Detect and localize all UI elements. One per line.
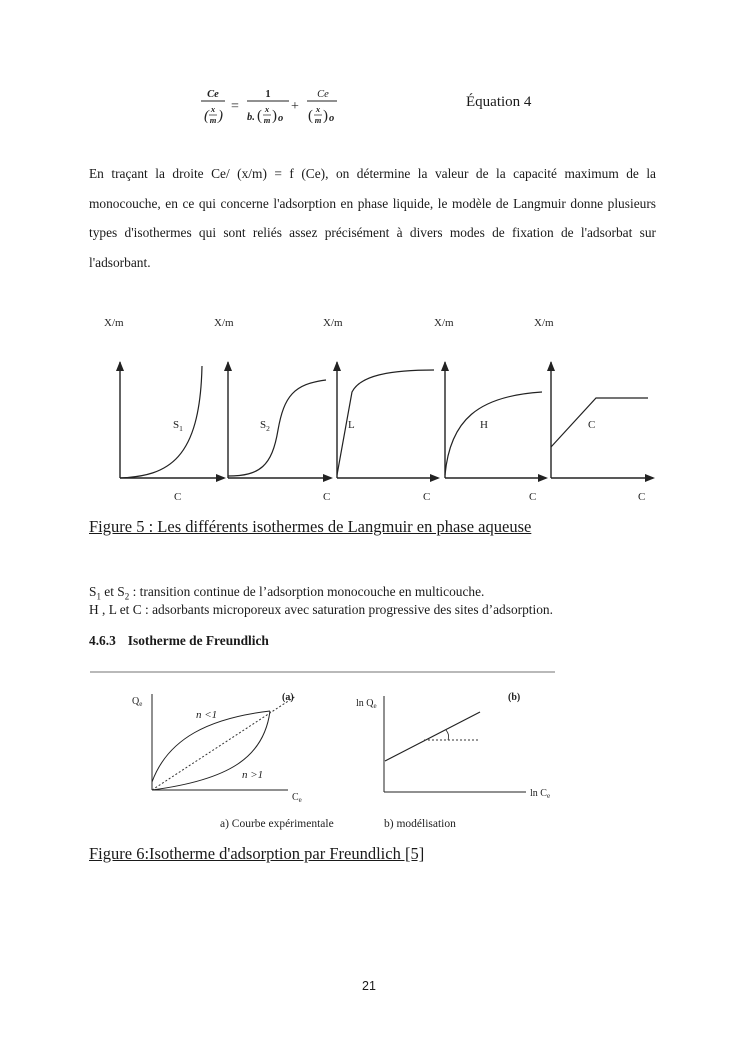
eq-plus: +: [291, 99, 299, 114]
eq-lhs-numerator: Ce: [207, 89, 219, 100]
fig6-lnc-label: $\ln C_e$: [530, 788, 551, 800]
svg-text:m: m: [314, 115, 322, 125]
note-s1-s2: $S_1$ et $S_2$ : transition continue de l’adsorption monocouche en multicouche.: [89, 584, 485, 602]
svg-text:o: o: [278, 113, 284, 124]
fig6-n-greater: n >1: [242, 769, 264, 781]
svg-text:): ): [323, 108, 328, 124]
fig5-xlabel-1: C: [174, 491, 182, 503]
eq-equals: =: [231, 99, 239, 114]
regression-line: [385, 712, 480, 761]
angle-arc: [446, 730, 449, 740]
fig6-tag-b: (b): [508, 692, 521, 703]
fig6-lnq-label: $\ln Q_e$: [356, 698, 377, 710]
svg-text:x: x: [210, 104, 216, 114]
curve-s2: [228, 380, 326, 476]
fig5-xlabel-3: C: [423, 491, 431, 503]
page-number: 21: [362, 979, 376, 993]
label-s1: $S_1$: [173, 419, 183, 433]
linear-dotted: [152, 696, 296, 790]
fig5-xlabel-2: C: [323, 491, 331, 503]
svg-text:x: x: [264, 104, 270, 114]
fig6-c-label: $C_e$: [292, 792, 302, 804]
fig5-panel-c: [547, 361, 655, 482]
fig5-panel-l: [333, 361, 440, 482]
svg-text:(: (: [257, 108, 262, 124]
svg-text:m: m: [209, 115, 217, 125]
svg-text:b.: b.: [247, 112, 255, 123]
fig5-panel-s1: [116, 361, 226, 482]
fig5-ylabel-3: X/m: [323, 317, 343, 329]
fig6-caption-b: b) modélisation: [384, 818, 456, 830]
figure-5-langmuir-isotherms: [88, 310, 668, 510]
label-c: C: [588, 419, 596, 431]
section-heading: 4.6.3 Isotherme de Freundlich: [89, 633, 269, 648]
svg-text:(: (: [308, 108, 313, 124]
fig5-xlabel-5: C: [638, 491, 646, 503]
curve-s1: [120, 366, 202, 478]
fig5-ylabel-5: X/m: [534, 317, 554, 329]
note-h-l-c: H , L et C : adsorbants microporeux avec saturation progressive des sites d’adsorption.: [89, 602, 553, 617]
fig5-panel-s2: [224, 361, 333, 482]
svg-text:m: m: [263, 115, 271, 125]
fig5-ylabel-4: X/m: [434, 317, 454, 329]
fig6-panel-b: [356, 692, 550, 800]
fig5-xlabel-4: C: [529, 491, 537, 503]
eq-rhs-numerator: Ce: [317, 89, 329, 100]
body-paragraph: En traçant la droite Ce/ (x/m) = f (Ce), on détermine la valeur de la capacité maximum de la monocouche, en ce qui concerne l'adsorption en phase liquide, le modèle de Langmuir donne plusieurs types d'isothermes qui sont reliés assez précisément à divers modes de fixation de l'adsorbat sur l'adsorbant.: [89, 166, 656, 270]
figure-6-freundlich: [88, 668, 568, 838]
fig5-panel-h: [441, 361, 548, 482]
curve-c: [551, 398, 648, 447]
fig5-ylabel-1: X/m: [104, 317, 124, 329]
fig6-q-label: $Q_e$: [132, 696, 143, 708]
figure-6-caption: Figure 6:Isotherme d'adsorption par Freundlich [5]: [89, 844, 425, 863]
fig5-ylabel-2: X/m: [214, 317, 234, 329]
svg-text:(: (: [204, 108, 209, 124]
equation-label: Équation 4: [466, 94, 532, 110]
svg-text:): ): [272, 108, 277, 124]
curve-h: [445, 392, 542, 475]
eq-one: 1: [265, 89, 271, 100]
svg-text:x: x: [315, 104, 321, 114]
figure-5-caption: Figure 5 : Les différents isothermes de Langmuir en phase aqueuse: [89, 517, 532, 536]
label-s2: $S_2$: [260, 419, 270, 433]
label-h: H: [480, 419, 488, 431]
label-l: L: [348, 419, 355, 431]
equation-4: [195, 84, 355, 134]
fig6-panel-a: [132, 692, 302, 804]
fig6-n-less: n <1: [196, 709, 218, 721]
fig6-tag-a: (a): [282, 692, 294, 703]
fig6-caption-a: a) Courbe expérimentale: [220, 818, 334, 830]
svg-text:o: o: [329, 113, 335, 124]
svg-text:): ): [218, 108, 223, 124]
